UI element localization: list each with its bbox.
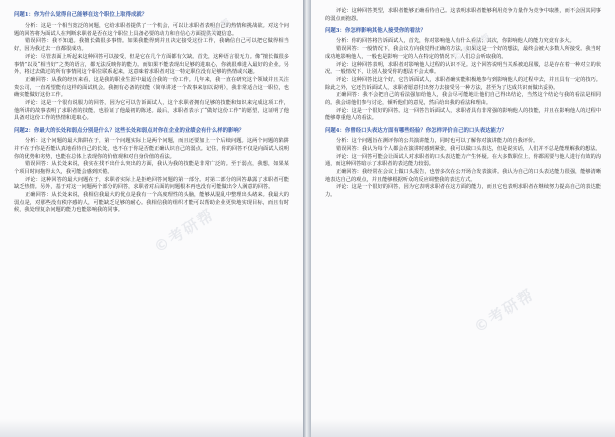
question-heading: 问题4：你曾经口头表达方面有哪些经验？你怎样评价自己的口头表达能力？ [325,128,507,135]
answer-paragraph: 分析：这是一个相当宽泛的问题，它给求职者提供了一个机会，可以让求职者表明自己的热情和挑战欲。对这个问题的回答将为面试人在判断求职者是否在这个职位上具备必要的动力和自信心方面提供关键信息。 [14,23,289,37]
answer-paragraph: 分析：这个问题的最大陷阱在于，第一个问题实际上是两个问题，而且还要加上一个后续问题。这两个问题的陷阱并不在于你是否能认真地看待自己的长处，也不在于你是否能正确认识自己的弱点。记住，你的回答不仅是向面试人说明你的优势和劣势，也能在总体上表现你的价值观和对自身价值的看法。 [14,138,289,160]
answer-paragraph: 评论：这种回答的最大问题在于，求职者实际上是拒绝回答问题的第一部分。对第二部分的回答暴露了求职者可能缺乏热情。另外，基于对这一问题两个部分的回答，求职者对后面的问题根本再也没有可能做出令人满意的回答。 [14,176,289,191]
book-gutter [303,0,311,437]
answer-paragraph: 错误回答：我不知道。我擅长做很多事情。如果我能得到并且决定接受这份工作，我确信自己可以把它做得相当好，因为我过去一直都很成功。 [14,38,289,53]
qa-section [325,27,601,123]
answer-paragraph: 正确回答：从我的经历来看，这是我的职业生涯中最适合我的一份工作。几年来，我一直在研究这个领域并且关注贵公司，一直希望能有这样的面试机会。我拥有必备的技能（简单讲述一个故事来加以说明），我非常适合这一职位，也确实能做好这份工作。 [14,76,289,99]
answer-paragraph: 正确回答：从长处来说，我相信我最大的优点是我有一个高度理性的头脑，能够从混乱中整理出头绪来。我最大的弱点是，对那些没有秩序感的人，可能缺乏足够的耐心。我相信我的组织才能可以帮助企业更快地实现目标，而且有时候，我处理复杂问题的能力也能影响我的同事。 [14,192,289,214]
watermark: ©考研帮 [191,16,235,49]
watermark: ©考研帮 [451,31,495,64]
page-bottom-shadow [311,419,615,437]
page-bottom-shadow [0,419,303,437]
answer-paragraph: 评论：这是一个很好的回答，因为它表明求职者在这方面的能力，而且它也表明求职者在继续努力提高自己的表达能力。 [325,184,601,199]
question-heading: 问题3：你怎样影响其他人接受你的看法？ [325,28,426,35]
answer-paragraph: 评论：这种回答比这个好，它告诉面试人，求职者确实能积极地参与到影响他人的过程中去，并且具有一定的技巧。除此之外，它还告诉面试人，求职者愿意付出努力去接受另一种方法，甚至为了达成共识而做出妥协。 [325,76,601,91]
answer-paragraph: 评论：这种回答类型，求职者能够正确看待自己。这表明求职者能够利用竞争力量作为竞争中取胜，而不会因其同事的弱点而抱怨。 [325,8,601,22]
answer-paragraph: 正确回答：我经常在会议上做口头报告，也曾多次在公开场合发表演讲。我认为自己的口头表达能力很强，能够清晰地表达自己的观点，并且能够根据听众的反应调整我的表达方式。 [325,168,601,183]
question-heading: 问题1：你为什么觉得自己能够在这个职位上取得成就？ [14,12,148,18]
qa-section [14,11,289,19]
qa-section [325,8,601,23]
answer-paragraph: 错误回答：一般情况下，我会议方向我觉得正确的方法，如果这是一个好的想法，最终会被大多数人所接受。我当时成功地影响他人，一般也是影响一定的人在特定的情况下，人们总会听取我的。 [325,46,601,60]
left-page [0,0,303,437]
answer-paragraph: 错误回答：我认为每个人都会在演讲时感到紧张，我可以做口头表达，但是说实话，人们并不总是能理解我的想法。 [336,145,601,152]
right-page [311,0,615,437]
watermark: ©考研帮 [150,205,218,257]
answer-paragraph: 分析：这个问题旨在测评你的公共演讲能力，同时也可以了解你对演讲能力的自我评价。 [336,138,539,145]
answer-paragraph: 评论：这是一个很好的回答。这一回答告诉面试人，求职者具有非常强的影响他人的技能，并且在影响他人的过程中能够尊重他人的看法。 [325,107,601,122]
answer-paragraph: 评论：这种回答表明，求职者对影响他人过程的认识不足。这个回答说明当关系被迫屈服，总是存在着一种对立的状况。一般情况下，让别人接受你的想法不会太难。 [325,61,601,76]
answer-paragraph: 评论：尽管表面上听起来这种回答可以接受，但是它在几个方面都有欠缺。首先，这种语言很无力。像“擅长做很多事情”以及“相当好”之类的语言，都无法反映你的能力。而如果不能表现出足够的进取心，你就很难进入最好的企业。另外，将过去做过的所有事情同这个职位联系起来，这意味着求职者对这一特定职位没有足够的热情或兴趣。 [14,53,289,76]
answer-paragraph: 分析：你的回答将告诉面试人，首先，你对影响他人有什么看法；其次，你影响他人的能力究竟有多大。 [336,38,575,45]
qa-section [14,127,289,215]
answer-paragraph: 错误回答：从长处来说，我实在找不出什么突出的方面，我认为我的技能是非常广泛的。至于弱点，我想，如果某个项目时间拖得太久，我可能会感到厌倦。 [14,161,289,175]
qa-section [325,127,601,200]
qa-section [14,23,289,123]
answer-paragraph: 评论：这是一个很有说服力的回答，因为它可以告诉面试人，这个求职者拥有足够的技能和知识来完成这项工作，他所讲的故事表明了求职者的技能，也验证了他最初的陈述。最后，求职者表示了“做好这份工作”的愿望，这证明了他具备对这份工作的热情和进取心。 [14,100,289,122]
answer-paragraph: 正确回答：我不会把自己的看法强加给他人，我会尽可能地让他们自己得出结论，当然这个结论与我的看法是相同的。我会请他们参与讨论，倾听他们的意见，然后给出我的看法和理由。 [325,92,601,107]
watermark: ©考研帮 [470,285,538,337]
answer-paragraph: 评论：这一回答可能会让面试人对求职者的口头表达能力产生怀疑。在大多数职位上，你都需要与他人进行有效的沟通，而这种回答暗示了求职者的表达能力较弱。 [325,153,601,168]
question-heading: 问题2：你最大的长处和弱点分别是什么？这些长处和弱点对你在企业的业绩会有什么样的影响？ [14,128,245,135]
